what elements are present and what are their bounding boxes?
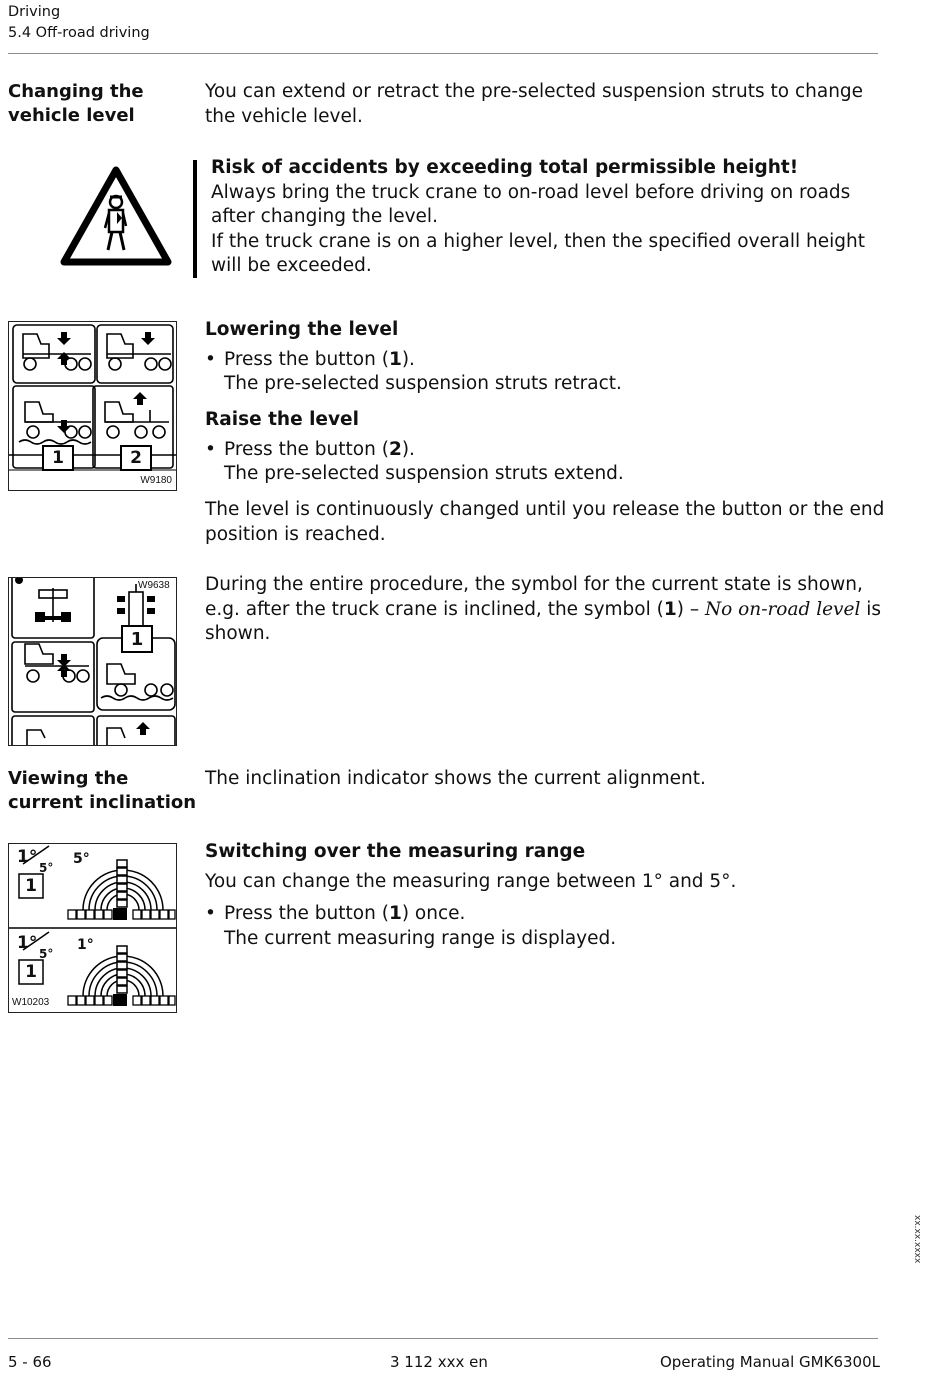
warning-bar [193, 160, 197, 278]
measuring-heading: Switching over the measuring range [205, 841, 586, 862]
figure3-key-big-bottom: 1° [17, 933, 38, 953]
footer-doc-number: 3 112 xxx en [390, 1353, 488, 1371]
lowering-bullet: • Press the button (1). [205, 348, 885, 373]
figure3-key-small-top: 5° [39, 861, 54, 875]
inclination-intro: The inclination indicator shows the current alignment. [205, 768, 706, 789]
section-title-inclination: Viewing the current inclination [8, 768, 197, 813]
lowering-block [205, 318, 885, 397]
raising-heading: Raise the level [205, 409, 359, 430]
footer-page-number: 5 - 66 [8, 1353, 52, 1371]
raising-block [205, 408, 885, 487]
figure3-code: W10203 [12, 997, 50, 1008]
measuring-bullet: • Press the button (1) once. [205, 902, 885, 927]
measuring-text: You can change the measuring range between 1° and 5°. [205, 870, 737, 892]
continuous-text: The level is continuously changed until you release the button or the end position is reached. [205, 499, 885, 545]
figure1-button-1-label: 1 [52, 448, 64, 468]
measuring-block [205, 840, 885, 951]
figure3-range-top: 5° [73, 851, 90, 867]
figure-level-state [8, 577, 177, 746]
warning-title: Risk of accidents by exceeding total permissible height! [211, 157, 799, 178]
figure2-button-1-label: 1 [130, 629, 144, 650]
figure3-key-small-bottom: 5° [39, 947, 54, 961]
measuring-result: The current measuring range is displayed. [224, 927, 617, 949]
warning-line-1: Always bring the truck crane to on-road level before driving on roads after changing the level. [211, 181, 851, 227]
warning-line-2: If the truck crane is on a higher level, then the specified overall height will be exceeded. [211, 230, 865, 276]
raising-result: The pre-selected suspension struts extend. [224, 463, 624, 484]
warning-text [211, 156, 883, 279]
figure3-button-1-bottom: 1 [25, 962, 37, 982]
procedure-text: During the entire procedure, the symbol for the current state is shown, e.g. after the truck crane is inclined, the symbol (1) – No on-road level is shown. [205, 574, 882, 644]
figure-level-buttons [8, 321, 177, 491]
figure2-code: W9638 [138, 580, 170, 591]
lowering-heading: Lowering the level [205, 319, 399, 340]
no-on-road-level-term: No on-road level [704, 598, 861, 620]
side-code: xx.xx.xxxx [912, 1215, 922, 1264]
header-chapter: Driving [8, 4, 61, 20]
header-rule [8, 53, 878, 54]
section-title-changing-level: Changing the vehicle level [8, 81, 144, 126]
figure-inclination-indicator [8, 843, 177, 1013]
figure1-button-2-label: 2 [130, 448, 142, 468]
warning-icon [60, 166, 172, 270]
raising-bullet: • Press the button (2). [205, 438, 885, 463]
figure3-range-bottom: 1° [77, 937, 94, 953]
footer-rule [8, 1338, 878, 1339]
footer-manual-title: Operating Manual GMK6300L [660, 1353, 880, 1371]
figure3-key-big-top: 1° [17, 847, 38, 867]
header-section: 5.4 Off-road driving [8, 25, 150, 41]
figure1-code: W9180 [140, 475, 172, 486]
lowering-result: The pre-selected suspension struts retract. [224, 373, 622, 394]
figure3-button-1-top: 1 [25, 876, 37, 896]
changing-level-intro: You can extend or retract the pre-selected suspension struts to change the vehicle level. [205, 81, 864, 127]
